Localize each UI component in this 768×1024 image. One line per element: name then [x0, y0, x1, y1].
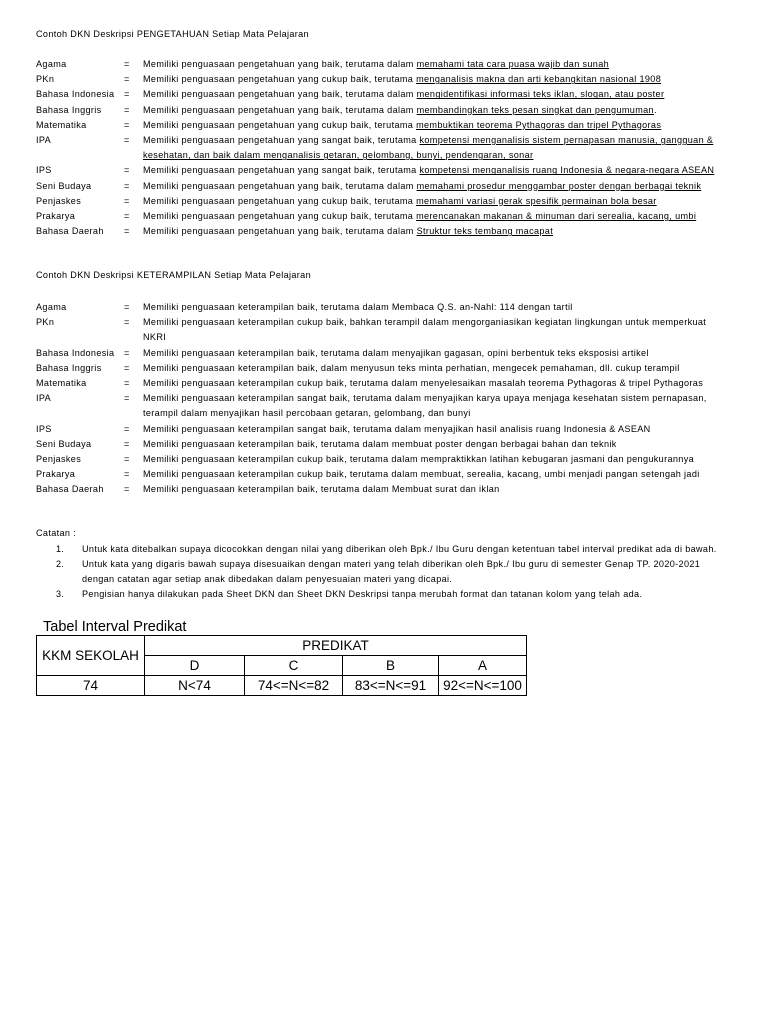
description-text: Memiliki penguasaan pengetahuan yang baik, terutama dalam	[143, 180, 417, 191]
description-line: terampil dalam menyajikan hasil percobaan getaran, gelombang, dan bunyi	[143, 408, 471, 419]
subject-label: IPA	[36, 393, 52, 404]
description-line: Memiliki penguasaan keterampilan baik, terutama dalam membuat poster dengan berbagai bahan dan teknik	[143, 438, 617, 449]
equals-sign: =	[124, 104, 130, 115]
description-line	[143, 120, 661, 130]
grade-d: D	[145, 656, 245, 676]
subject-label: IPS	[36, 165, 52, 176]
underlined-material: mengidentifikasi informasi teks iklan, slogan, atau poster	[416, 89, 665, 100]
description-line	[143, 165, 714, 175]
equals-sign: =	[124, 74, 130, 85]
equals-sign: =	[124, 469, 130, 480]
subject-label: PKn	[36, 74, 55, 85]
description-line	[143, 74, 661, 84]
keterampilan-heading: Contoh DKN Deskripsi KETERAMPILAN Setiap Mata Pelajaran	[36, 270, 311, 280]
equals-sign: =	[124, 89, 130, 100]
underlined-material: kompetensi menganalisis sistem pernapasan manusia, gangguan &	[419, 135, 714, 145]
description-text: Memiliki penguasaan pengetahuan yang sangat baik, terutama	[143, 135, 420, 145]
equals-sign: =	[124, 211, 130, 221]
description-text: Memiliki penguasaan pengetahuan yang baik, terutama dalam	[143, 104, 417, 115]
description-line	[143, 196, 657, 206]
subject-label: Bahasa Indonesia	[36, 347, 115, 358]
equals-sign: =	[124, 347, 130, 358]
equals-sign: =	[124, 119, 130, 130]
underlined-material: memahami prosedur menggambar poster dengan berbagai teknik	[416, 180, 702, 191]
pengetahuan-heading: Contoh DKN Deskripsi PENGETAHUAN Setiap Mata Pelajaran	[36, 29, 309, 39]
subject-label: Agama	[36, 59, 67, 69]
description-line	[143, 105, 657, 115]
description-line: NKRI	[143, 332, 167, 343]
description-line	[143, 59, 609, 69]
grade-a: A	[439, 656, 527, 676]
subject-label: Bahasa Inggris	[36, 362, 102, 373]
equals-sign: =	[124, 484, 130, 495]
subject-label: Bahasa Daerah	[36, 226, 104, 237]
description-line: Memiliki penguasaan keterampilan cukup baik, bahkan terampil dalam mengorganiasikan kegiatan lingkungan untuk memperkuat	[143, 317, 707, 328]
note-text: Untuk kata yang digaris bawah supaya disesuaikan dengan materi yang telah diberikan oleh Bpk./ Ibu guru di semester Genap TP. 2020-2021	[82, 559, 701, 569]
equals-sign: =	[124, 165, 130, 176]
underlined-material: merencanakan makanan & minuman dari serealia, kacang, umbi	[416, 211, 697, 221]
underlined-material: memahami tata cara puasa wajib dan sunah	[416, 59, 610, 69]
description-line: Memiliki penguasaan keterampilan baik, dalam menyusun teks minta perhatian, mengecek pemahaman, dll. cukup terampil	[143, 362, 680, 373]
subject-label: PKn	[36, 317, 55, 328]
description-line: Memiliki penguasaan keterampilan sangat baik, terutama dalam menyajikan hasil analisis ruang Indonesia & ASEAN	[143, 423, 651, 434]
subject-label: Agama	[36, 302, 67, 312]
note-text: dengan catatan agar setiap anak dibedakan dalam penyesuaian materi yang dicapai.	[82, 574, 453, 584]
notes-title: Catatan :	[36, 528, 77, 538]
equals-sign: =	[124, 393, 130, 404]
equals-sign: =	[124, 180, 130, 191]
equals-sign: =	[124, 226, 130, 237]
note-text: Pengisian hanya dilakukan pada Sheet DKN dan Sheet DKN Deskripsi tanpa merubah format dan tatanan kolom yang telah ada.	[82, 589, 643, 599]
description-tail: .	[653, 104, 657, 115]
equals-sign: =	[124, 135, 130, 145]
description-text: Memiliki penguasaan pengetahuan yang cukup baik, terutama	[143, 119, 417, 130]
equals-sign: =	[124, 438, 130, 449]
note-number: 2.	[56, 559, 65, 569]
subject-label: Bahasa Inggris	[36, 104, 102, 115]
predikat-table	[36, 635, 527, 696]
description-line: Memiliki penguasaan keterampilan cukup baik, terutama dalam menyelesaikan masalah teorema Pythagoras & tripel Pythagoras	[143, 378, 704, 388]
underlined-material: memahami variasi gerak spesifik permainan bola besar	[416, 195, 657, 206]
description-line: Memiliki penguasaan keterampilan cukup baik, terutama dalam membuat, serealia, kacang, umbi menjadi pangan setengah jadi	[143, 469, 700, 480]
subject-label: Seni Budaya	[36, 180, 92, 191]
subject-label: Bahasa Daerah	[36, 484, 104, 495]
underlined-material: kesehatan, dan baik dalam menganalisis getaran, gelombang, bunyi, pendengaran, sonar	[143, 150, 534, 161]
description-line: Memiliki penguasaan keterampilan sangat baik, terutama dalam menyajikan karya upaya menjaga kesehatan sistem pernapasan,	[143, 393, 707, 404]
description-line	[143, 181, 701, 191]
description-text: Memiliki penguasaan pengetahuan yang sangat baik, terutama	[143, 165, 420, 176]
subject-label: IPS	[36, 423, 52, 434]
subject-label: Matematika	[36, 378, 87, 388]
description-line	[143, 211, 696, 221]
description-text: Memiliki penguasaan pengetahuan yang cukup baik, terutama	[143, 195, 417, 206]
subject-label: Bahasa Indonesia	[36, 89, 115, 100]
subject-label: Penjaskes	[36, 195, 82, 206]
subject-label: Penjaskes	[36, 454, 82, 464]
description-text: Memiliki penguasaan pengetahuan yang baik, terutama dalam	[143, 89, 417, 100]
underlined-material: menganalisis makna dan arti kebangkitan nasional 1908	[416, 74, 662, 85]
description-line	[143, 150, 533, 160]
table-title: Tabel Interval Predikat	[43, 619, 187, 635]
note-number: 3.	[56, 589, 65, 599]
equals-sign: =	[124, 378, 130, 388]
description-line	[143, 135, 713, 145]
underlined-material: kompetensi menganalisis ruang Indonesia & negara-negara ASEAN	[419, 165, 715, 176]
note-text: Untuk kata ditebalkan supaya dicocokkan dengan nilai yang diberikan oleh Bpk./ Ibu Guru dengan ketentuan tabel interval predikat ada di bawah.	[82, 544, 717, 554]
equals-sign: =	[124, 454, 130, 464]
description-text: Memiliki penguasaan pengetahuan yang cukup baik, terutama	[143, 211, 417, 221]
underlined-material: Struktur teks tembang macapat	[416, 226, 554, 237]
equals-sign: =	[124, 195, 130, 206]
predikat-header: PREDIKAT	[145, 636, 527, 656]
description-line: Memiliki penguasaan keterampilan baik, terutama dalam menyajikan gagasan, opini berbentuk teks eksposisi artikel	[143, 347, 649, 358]
kkm-value: 74	[37, 676, 145, 696]
range-d: N<74	[145, 676, 245, 696]
description-line	[143, 89, 664, 99]
grade-c: C	[245, 656, 343, 676]
range-b: 83<=N<=91	[343, 676, 439, 696]
range-c: 74<=N<=82	[245, 676, 343, 696]
description-line: Memiliki penguasaan keterampilan cukup baik, terutama dalam mempraktikkan latihan kebugaran jasmani dan pengukurannya	[143, 454, 694, 464]
underlined-material: membandingkan teks pesan singkat dan pengumuman	[416, 104, 654, 115]
description-line: Memiliki penguasaan keterampilan baik, terutama dalam Membaca Q.S. an-Nahl: 114 dengan tartil	[143, 302, 573, 312]
equals-sign: =	[124, 423, 130, 434]
description-line	[143, 226, 553, 236]
note-number: 1.	[56, 544, 65, 554]
description-text: Memiliki penguasaan pengetahuan yang baik, terutama dalam	[143, 226, 417, 237]
subject-label: Seni Budaya	[36, 438, 92, 449]
equals-sign: =	[124, 317, 130, 328]
description-line: Memiliki penguasaan keterampilan baik, terutama dalam Membuat surat dan iklan	[143, 484, 500, 495]
description-text: Memiliki penguasaan pengetahuan yang cukup baik, terutama	[143, 74, 417, 85]
subject-label: Matematika	[36, 119, 87, 130]
equals-sign: =	[124, 302, 130, 312]
subject-label: IPA	[36, 135, 52, 145]
equals-sign: =	[124, 59, 130, 69]
range-a: 92<=N<=100	[439, 676, 527, 696]
description-text: Memiliki penguasaan pengetahuan yang baik, terutama dalam	[143, 59, 417, 69]
grade-b: B	[343, 656, 439, 676]
subject-label: Prakarya	[36, 211, 76, 221]
kkm-header: KKM SEKOLAH	[37, 636, 145, 676]
underlined-material: membuktikan teorema Pythagoras dan tripel Pythagoras	[416, 119, 662, 130]
subject-label: Prakarya	[36, 469, 76, 480]
equals-sign: =	[124, 362, 130, 373]
